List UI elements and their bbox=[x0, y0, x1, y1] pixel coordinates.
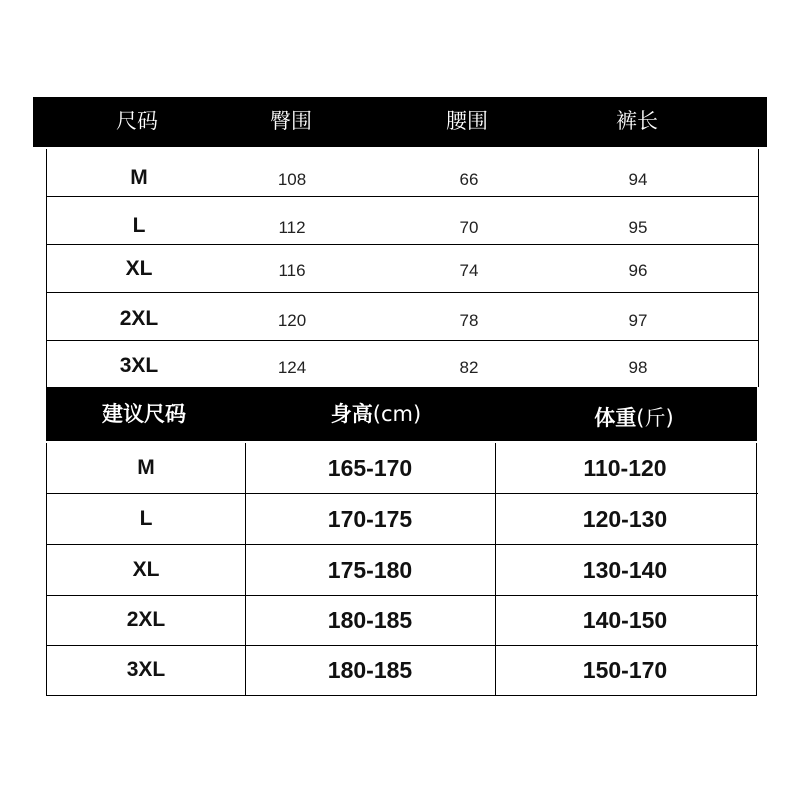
recommend-table bbox=[46, 443, 757, 696]
table-row bbox=[47, 645, 758, 695]
size-cell: M bbox=[130, 166, 148, 189]
waist-cell: 70 bbox=[459, 218, 479, 237]
table-row bbox=[47, 149, 758, 197]
size-table-header bbox=[33, 97, 767, 147]
hip-cell: 108 bbox=[277, 170, 307, 189]
size-table bbox=[46, 149, 759, 387]
height-cell: 170-175 bbox=[327, 506, 413, 532]
height-unit: (cm) bbox=[372, 402, 422, 426]
header-size: 尺码 bbox=[116, 109, 158, 133]
size-cell: L bbox=[132, 214, 146, 237]
size-cell: XL bbox=[125, 257, 153, 280]
size-cell: XL bbox=[132, 558, 160, 581]
height-cell: 175-180 bbox=[327, 557, 413, 583]
height-cell: 180-185 bbox=[327, 657, 413, 683]
hip-cell: 116 bbox=[278, 261, 306, 280]
table-row bbox=[47, 494, 758, 545]
length-cell: 95 bbox=[628, 218, 648, 237]
weight-cell: 150-170 bbox=[582, 657, 668, 683]
header-recommended-size: 建议尺码 bbox=[102, 402, 186, 426]
waist-cell: 66 bbox=[459, 170, 479, 189]
size-cell: 3XL bbox=[119, 354, 159, 377]
table-row bbox=[47, 443, 758, 494]
weight-label: 体重 bbox=[594, 406, 637, 430]
weight-cell: 120-130 bbox=[582, 506, 668, 532]
size-cell: L bbox=[139, 507, 153, 530]
table-row bbox=[47, 293, 758, 341]
size-cell: M bbox=[137, 456, 155, 479]
length-cell: 98 bbox=[628, 358, 648, 377]
waist-cell: 78 bbox=[459, 311, 479, 330]
height-cell: 165-170 bbox=[327, 455, 413, 481]
length-cell: 96 bbox=[628, 261, 648, 280]
header-height bbox=[331, 387, 421, 441]
table-row bbox=[47, 595, 758, 646]
weight-cell: 140-150 bbox=[582, 607, 668, 633]
table-row bbox=[47, 197, 758, 245]
height-label: 身高 bbox=[330, 402, 373, 426]
size-cell: 2XL bbox=[126, 608, 166, 631]
header-length: 裤长 bbox=[616, 109, 658, 133]
table-row bbox=[47, 545, 758, 596]
weight-unit: (斤) bbox=[636, 406, 674, 430]
table-row bbox=[47, 341, 758, 387]
hip-cell: 124 bbox=[277, 358, 307, 377]
waist-cell: 74 bbox=[459, 261, 479, 280]
length-cell: 94 bbox=[628, 170, 648, 189]
header-hip: 臀围 bbox=[270, 109, 312, 133]
waist-cell: 82 bbox=[459, 358, 479, 377]
size-cell: 2XL bbox=[119, 307, 159, 330]
weight-cell: 110-120 bbox=[583, 455, 667, 481]
table-row bbox=[47, 245, 758, 293]
recommend-table-header bbox=[46, 387, 757, 441]
weight-cell: 130-140 bbox=[582, 557, 668, 583]
size-cell: 3XL bbox=[126, 658, 166, 681]
hip-cell: 120 bbox=[277, 311, 307, 330]
header-weight bbox=[594, 391, 673, 445]
header-waist: 腰围 bbox=[446, 109, 488, 133]
length-cell: 97 bbox=[628, 311, 648, 330]
hip-cell: 112 bbox=[278, 218, 306, 237]
height-cell: 180-185 bbox=[327, 607, 413, 633]
